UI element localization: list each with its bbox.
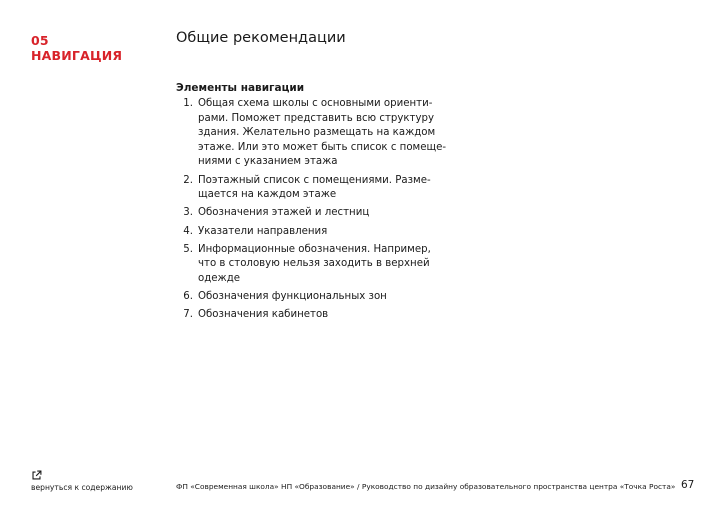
footer-text: ФП «Современная школа» НП «Образование» / Руководство по дизайну образовательного пространства центра «Точка Роста»	[176, 482, 676, 491]
list-item-line: рами. Поможет представить всю структуру	[198, 112, 435, 124]
list-item-number: 4.	[183, 225, 193, 237]
list-item-text	[198, 243, 431, 287]
list-item-number: 6.	[183, 291, 193, 303]
list-item-line: Общая схема школы с основными ориенти-	[198, 98, 433, 109]
list-item-line: Обозначения этажей и лестниц	[198, 207, 370, 219]
list-item-line: Поэтажный список с помещениями. Разме-	[198, 174, 431, 186]
list-item-text	[198, 225, 327, 240]
list-item-line: Обозначения кабинетов	[198, 309, 329, 321]
section-tag	[31, 33, 122, 63]
page-title: Общие рекомендации	[176, 30, 346, 46]
list-item	[176, 243, 436, 287]
list-item-text	[198, 206, 369, 221]
page-number: 67	[681, 479, 695, 491]
list-item	[176, 97, 447, 170]
back-to-contents-link[interactable]	[31, 470, 133, 493]
list-item	[176, 290, 436, 305]
external-link-icon	[31, 470, 42, 481]
list-item	[176, 308, 436, 323]
list-item-number: 2.	[183, 174, 193, 186]
list-item	[176, 225, 436, 240]
list-item-line: одежде	[198, 272, 241, 284]
list-item-line: Информационные обозначения. Например,	[198, 243, 431, 255]
list-item-number: 3.	[183, 207, 193, 219]
list-item-text	[198, 174, 431, 203]
list-item	[176, 174, 436, 203]
list-item-text	[198, 308, 328, 323]
list-item-line: этаже. Или это может быть список с помеще-	[198, 141, 447, 153]
navigation-elements-list	[176, 97, 447, 326]
list-item-line: ниями с указанием этажа	[198, 156, 338, 168]
list-item-line: Обозначения функциональных зон	[198, 291, 387, 303]
list-item-text	[198, 290, 387, 305]
list-item-line: щается на каждом этаже	[198, 189, 337, 201]
subheading: Элементы навигации	[176, 82, 305, 94]
section-name: НАВИГАЦИЯ	[31, 48, 123, 63]
list-item-line: Указатели направления	[198, 225, 328, 237]
section-number: 05	[31, 33, 49, 48]
list-item-number: 7.	[183, 309, 193, 321]
list-item-line: что в столовую нельзя заходить в верхней	[198, 258, 430, 270]
list-item-text	[198, 97, 446, 170]
back-to-contents-label: вернуться к содержанию	[31, 483, 133, 492]
list-item-line: здания. Желательно размещать на каждом	[198, 127, 436, 139]
list-item-number: 5.	[183, 243, 193, 255]
list-item	[176, 206, 436, 221]
list-item-number: 1.	[183, 98, 193, 109]
